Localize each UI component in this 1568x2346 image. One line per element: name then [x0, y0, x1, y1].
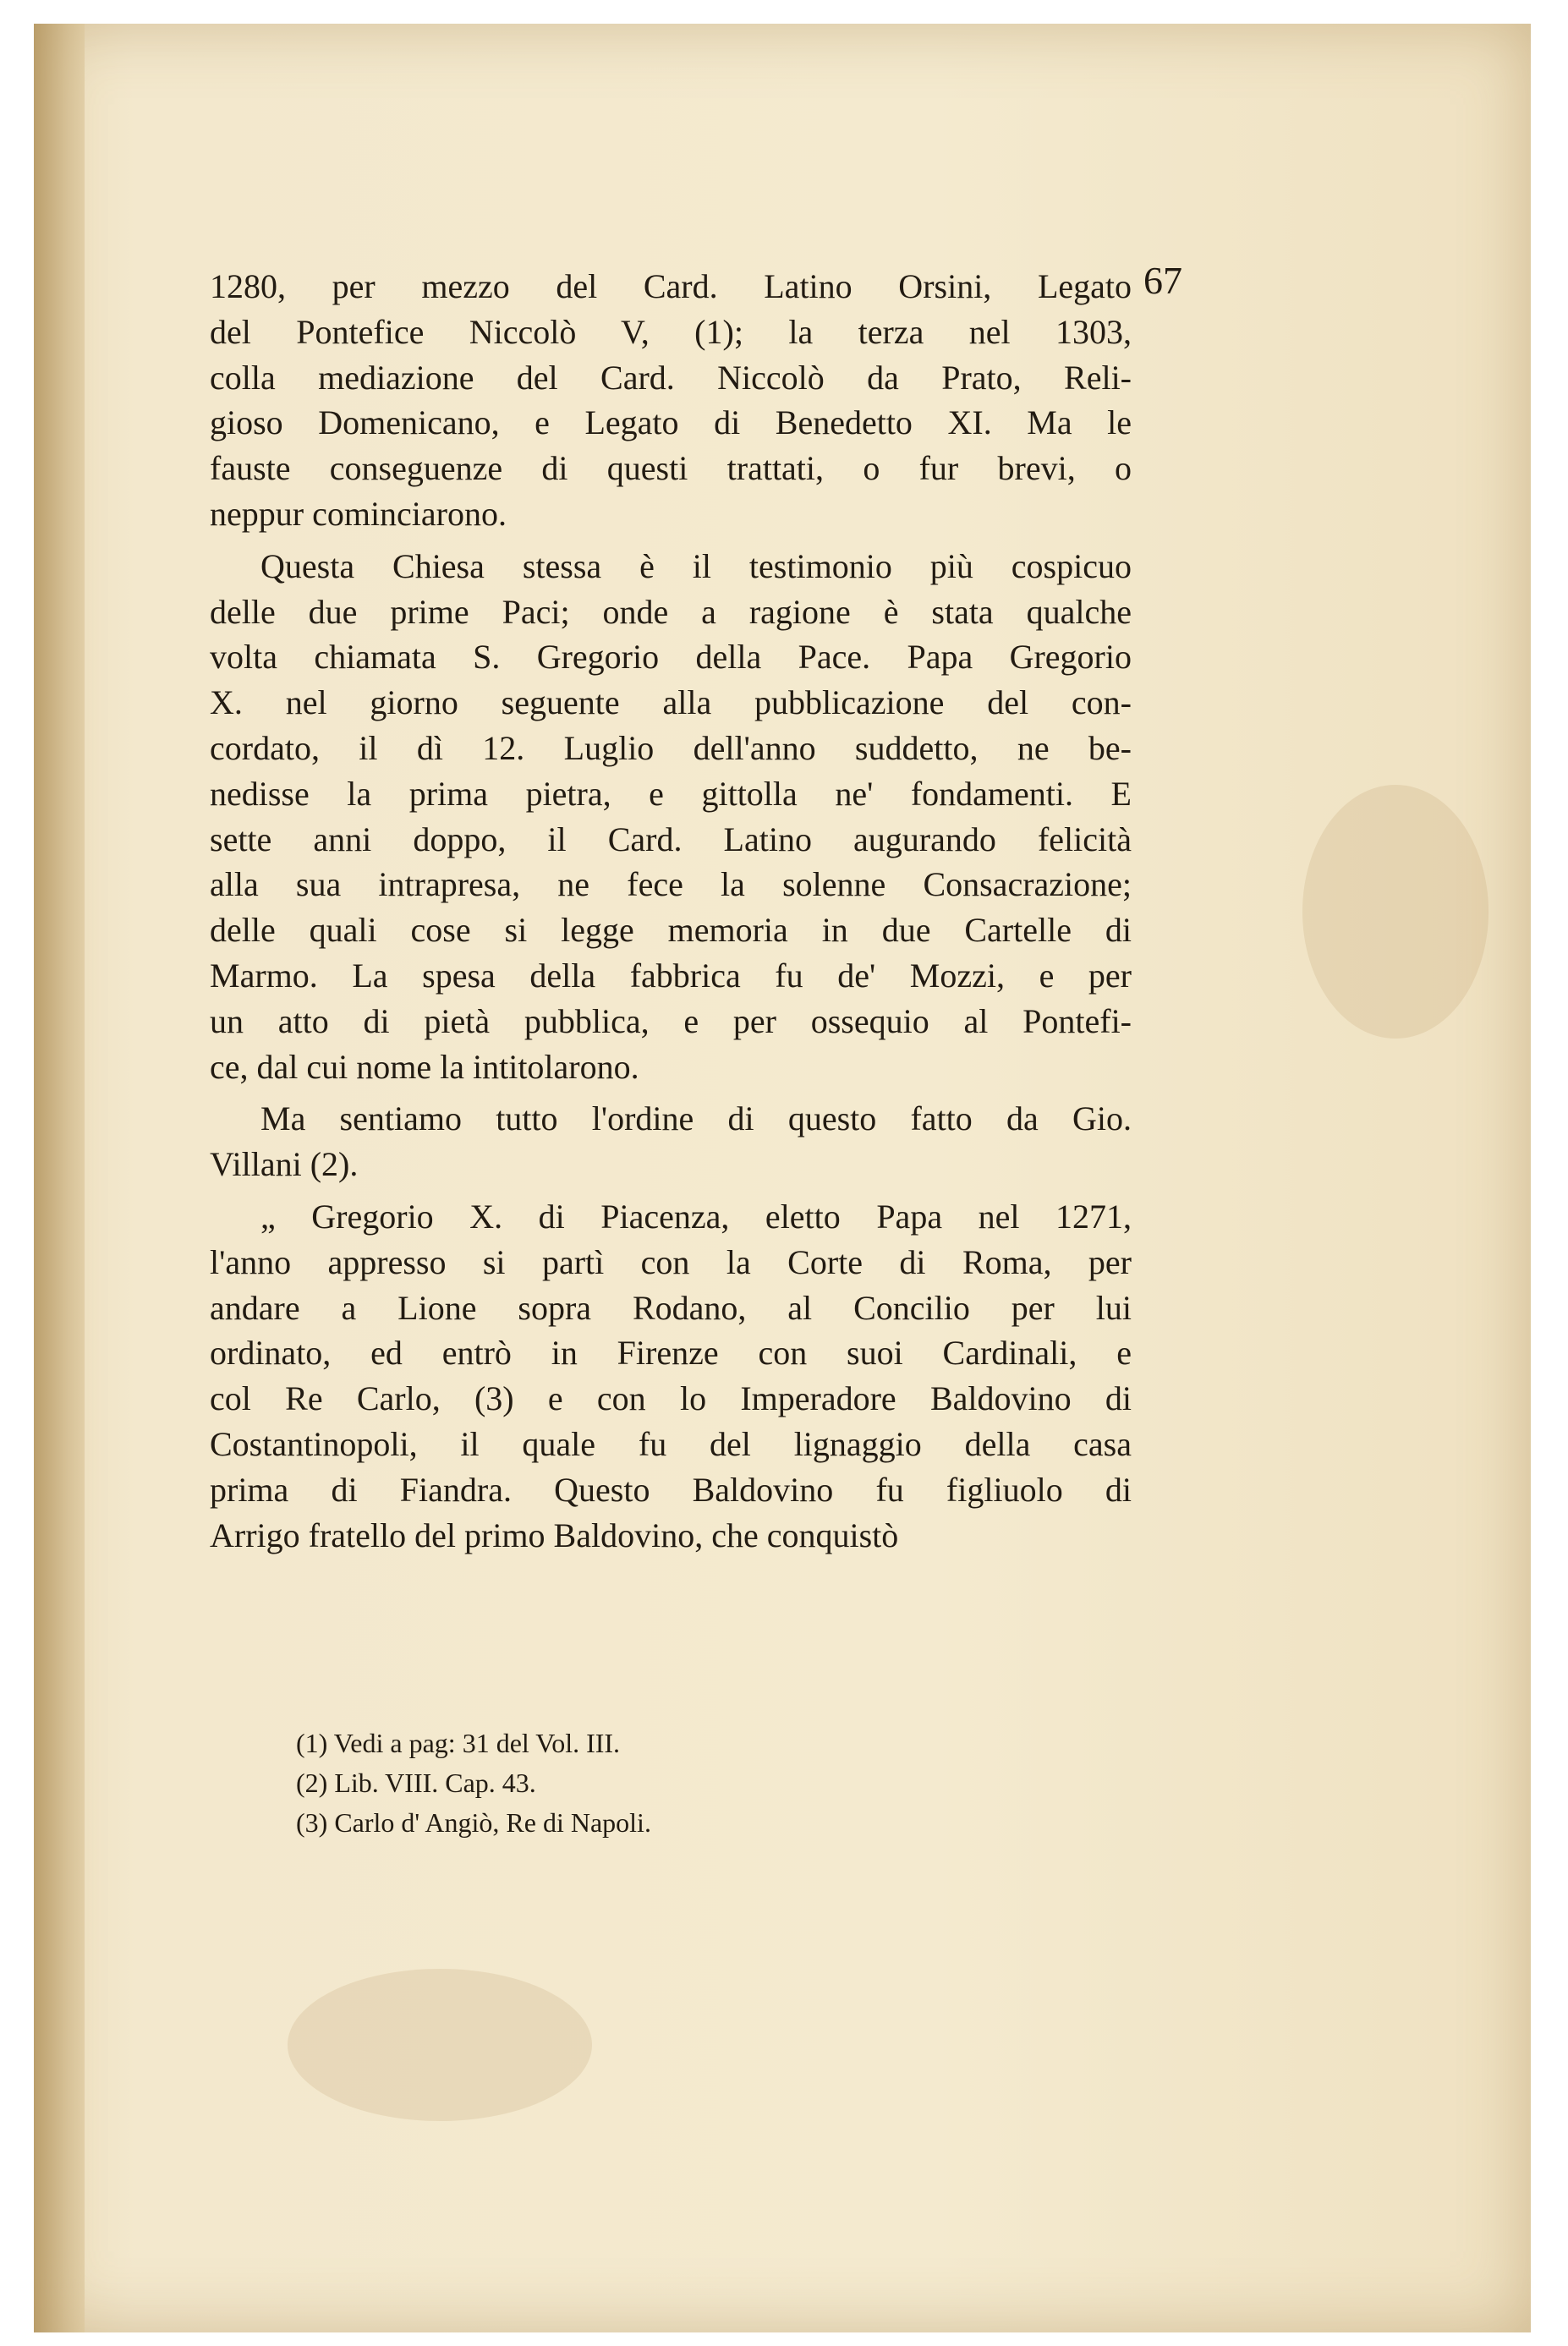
text-line: del Pontefice Niccolò V, (1); la terza nel 1303,: [210, 312, 1132, 351]
text-line: volta chiamata S. Gregorio della Pace. Papa Gregorio: [210, 638, 1132, 677]
paper-stain: [1302, 785, 1489, 1039]
paragraph: [210, 1096, 1132, 1187]
text-line: alla sua intrapresa, ne fece la solenne Consacrazione;: [210, 865, 1132, 904]
text-line: cordato, il dì 12. Luglio dell'anno suddetto, ne be-: [210, 728, 1132, 767]
text-line: nedisse la prima pietra, e gittolla ne' fondamenti. E: [210, 774, 1132, 813]
text-line: Costantinopoli, il quale fu del lignaggio della casa: [210, 1424, 1132, 1463]
text-block: [210, 259, 1182, 1558]
text-line: ordinato, ed entrò in Firenze con suoi Cardinali, e: [210, 1334, 1132, 1373]
text-line: „ Gregorio X. di Piacenza, eletto Papa nel 1271,: [260, 1197, 1132, 1236]
body-text: [210, 264, 1132, 1558]
text-line: delle quali cose si legge memoria in due Cartelle di: [210, 911, 1132, 950]
text-line: col Re Carlo, (3) e con lo Imperadore Baldovino di: [210, 1379, 1132, 1418]
text-line: delle due prime Paci; onde a ragione è stata qualche: [210, 592, 1132, 631]
text-line: colla mediazione del Card. Niccolò da Prato, Reli-: [210, 358, 1132, 397]
text-line: Questa Chiesa stessa è il testimonio più cospicuo: [260, 546, 1132, 585]
text-line: gioso Domenicano, e Legato di Benedetto XI. Ma le: [210, 403, 1132, 442]
text-line: ce, dal cui nome la intitolarono.: [210, 1047, 639, 1086]
text-line: un atto di pietà pubblica, e per ossequio al Pontefi-: [210, 1001, 1132, 1040]
text-line: Villani (2).: [210, 1145, 359, 1184]
footnote: (1) Vedi a pag: 31 del Vol. III.: [296, 1728, 621, 1758]
footnote: (2) Lib. VIII. Cap. 43.: [296, 1768, 536, 1798]
text-line: Arrigo fratello del primo Baldovino, che conquistò: [210, 1516, 899, 1554]
text-line: prima di Fiandra. Questo Baldovino fu figliuolo di: [210, 1470, 1132, 1509]
text-line: 1280, per mezzo del Card. Latino Orsini, Legato: [210, 267, 1132, 305]
text-line: Ma sentiamo tutto l'ordine di questo fatto da Gio.: [260, 1099, 1132, 1138]
paragraph: [210, 1194, 1132, 1558]
paper-stain: [288, 1969, 592, 2121]
paragraph: [210, 264, 1132, 537]
text-line: sette anni doppo, il Card. Latino augurando felicità: [210, 819, 1132, 858]
text-line: fauste conseguenze di questi trattati, o fur brevi, o: [210, 449, 1132, 488]
text-line: l'anno appresso si partì con la Corte di Roma, per: [210, 1242, 1132, 1281]
text-line: X. nel giorno seguente alla pubblicazione del con-: [210, 683, 1132, 722]
paragraph: [210, 544, 1132, 1090]
binding-edge: [34, 24, 85, 2332]
footnote: (3) Carlo d' Angiò, Re di Napoli.: [296, 1807, 651, 1838]
footnotes: [296, 1724, 973, 1843]
text-line: Marmo. La spesa della fabbrica fu de' Mozzi, e per: [210, 956, 1132, 995]
text-line: andare a Lione sopra Rodano, al Concilio per lui: [210, 1288, 1132, 1327]
text-line: neppur cominciarono.: [210, 494, 507, 533]
page-number: 67: [1143, 259, 1182, 302]
